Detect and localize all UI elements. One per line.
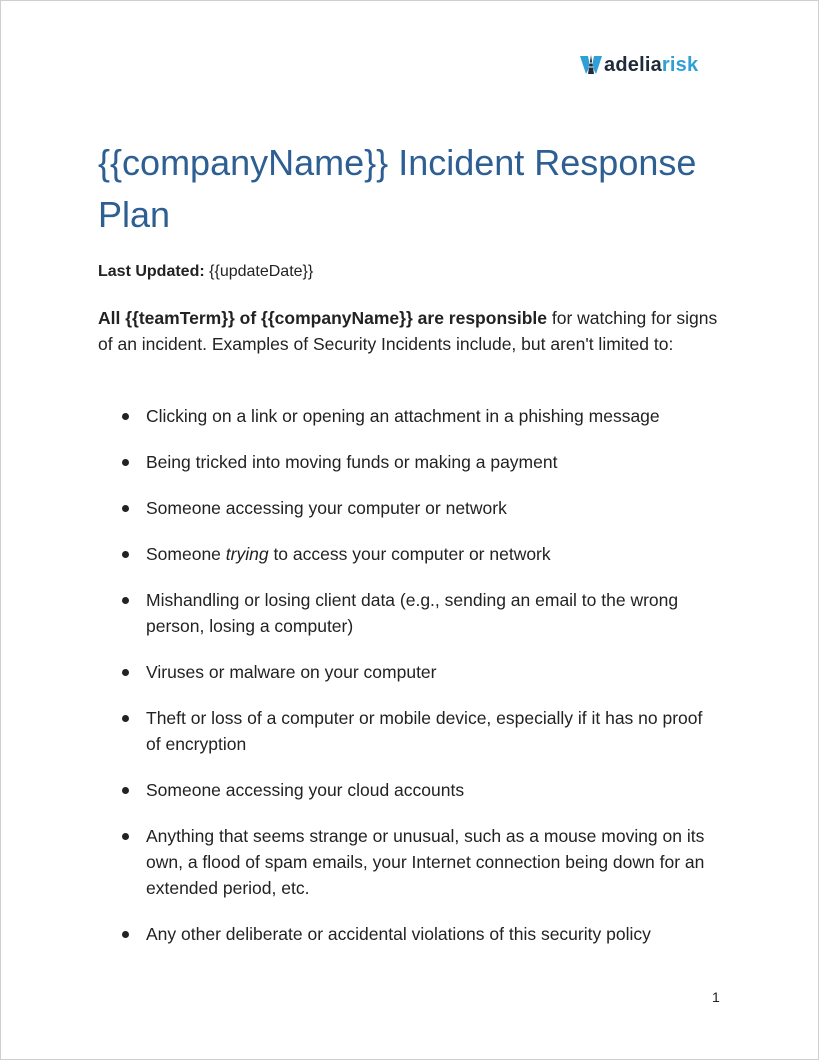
list-item	[1, 541, 721, 567]
list-item-text: Clicking on a link or opening an attachment in a phishing message	[146, 406, 660, 426]
list-item-text: Viruses or malware on your computer	[146, 662, 437, 682]
logo-wordmark-part2: risk	[661, 54, 699, 76]
adeliarisk-logo	[580, 53, 698, 77]
bullet-icon	[122, 931, 129, 938]
logo-wordmark	[604, 53, 698, 77]
bullet-icon	[122, 551, 129, 558]
intro-bold: All {{teamTerm}} of {{companyName}} are responsible	[98, 308, 548, 328]
logo-wordmark-part1: adelia	[604, 54, 662, 76]
list-item	[1, 823, 721, 901]
document-title: {{companyName}} Incident Response Plan	[98, 142, 697, 235]
bullet-icon	[122, 833, 129, 840]
bullet-icon	[122, 413, 129, 420]
list-item	[1, 921, 721, 947]
list-item-text: Someone accessing your computer or network	[146, 498, 507, 518]
incident-examples-list	[1, 403, 818, 967]
list-item-text: Someone accessing your cloud accounts	[146, 780, 465, 800]
last-updated	[98, 260, 313, 284]
list-item-text: Anything that seems strange or unusual, such as a mouse moving on its own, a flood of spam emails, your Internet connection being down for an extended period, etc.	[146, 826, 705, 898]
list-item	[1, 403, 721, 429]
intro-paragraph	[98, 306, 718, 357]
intro-rest: for watching for signs of an incident. Examples of Security Incidents include, but aren't limited to:	[98, 308, 718, 354]
bullet-icon	[122, 669, 129, 676]
list-item-text: Any other deliberate or accidental violations of this security policy	[146, 924, 651, 944]
list-item-text: Being tricked into moving funds or making a payment	[146, 452, 558, 472]
tower-icon	[580, 54, 602, 76]
bullet-icon	[122, 597, 129, 604]
list-item	[1, 495, 721, 521]
list-item-emphasis: trying	[225, 544, 269, 564]
list-item	[1, 777, 721, 803]
bullet-icon	[122, 787, 129, 794]
list-item-text: Theft or loss of a computer or mobile device, especially if it has no proof of encryption	[146, 708, 703, 754]
list-item-prefix: Someone	[146, 544, 226, 564]
bullet-icon	[122, 715, 129, 722]
list-item	[1, 449, 721, 475]
last-updated-value: {{updateDate}}	[209, 263, 314, 280]
bullet-icon	[122, 459, 129, 466]
list-item-suffix: to access your computer or network	[268, 544, 551, 564]
list-item	[1, 659, 721, 685]
last-updated-label: Last Updated:	[98, 263, 205, 280]
list-item	[1, 587, 721, 639]
bullet-icon	[122, 505, 129, 512]
page-number: 1	[712, 989, 720, 1005]
list-item	[1, 705, 721, 757]
list-item-text: Mishandling or losing client data (e.g., sending an email to the wrong person, losing a computer)	[146, 590, 679, 636]
